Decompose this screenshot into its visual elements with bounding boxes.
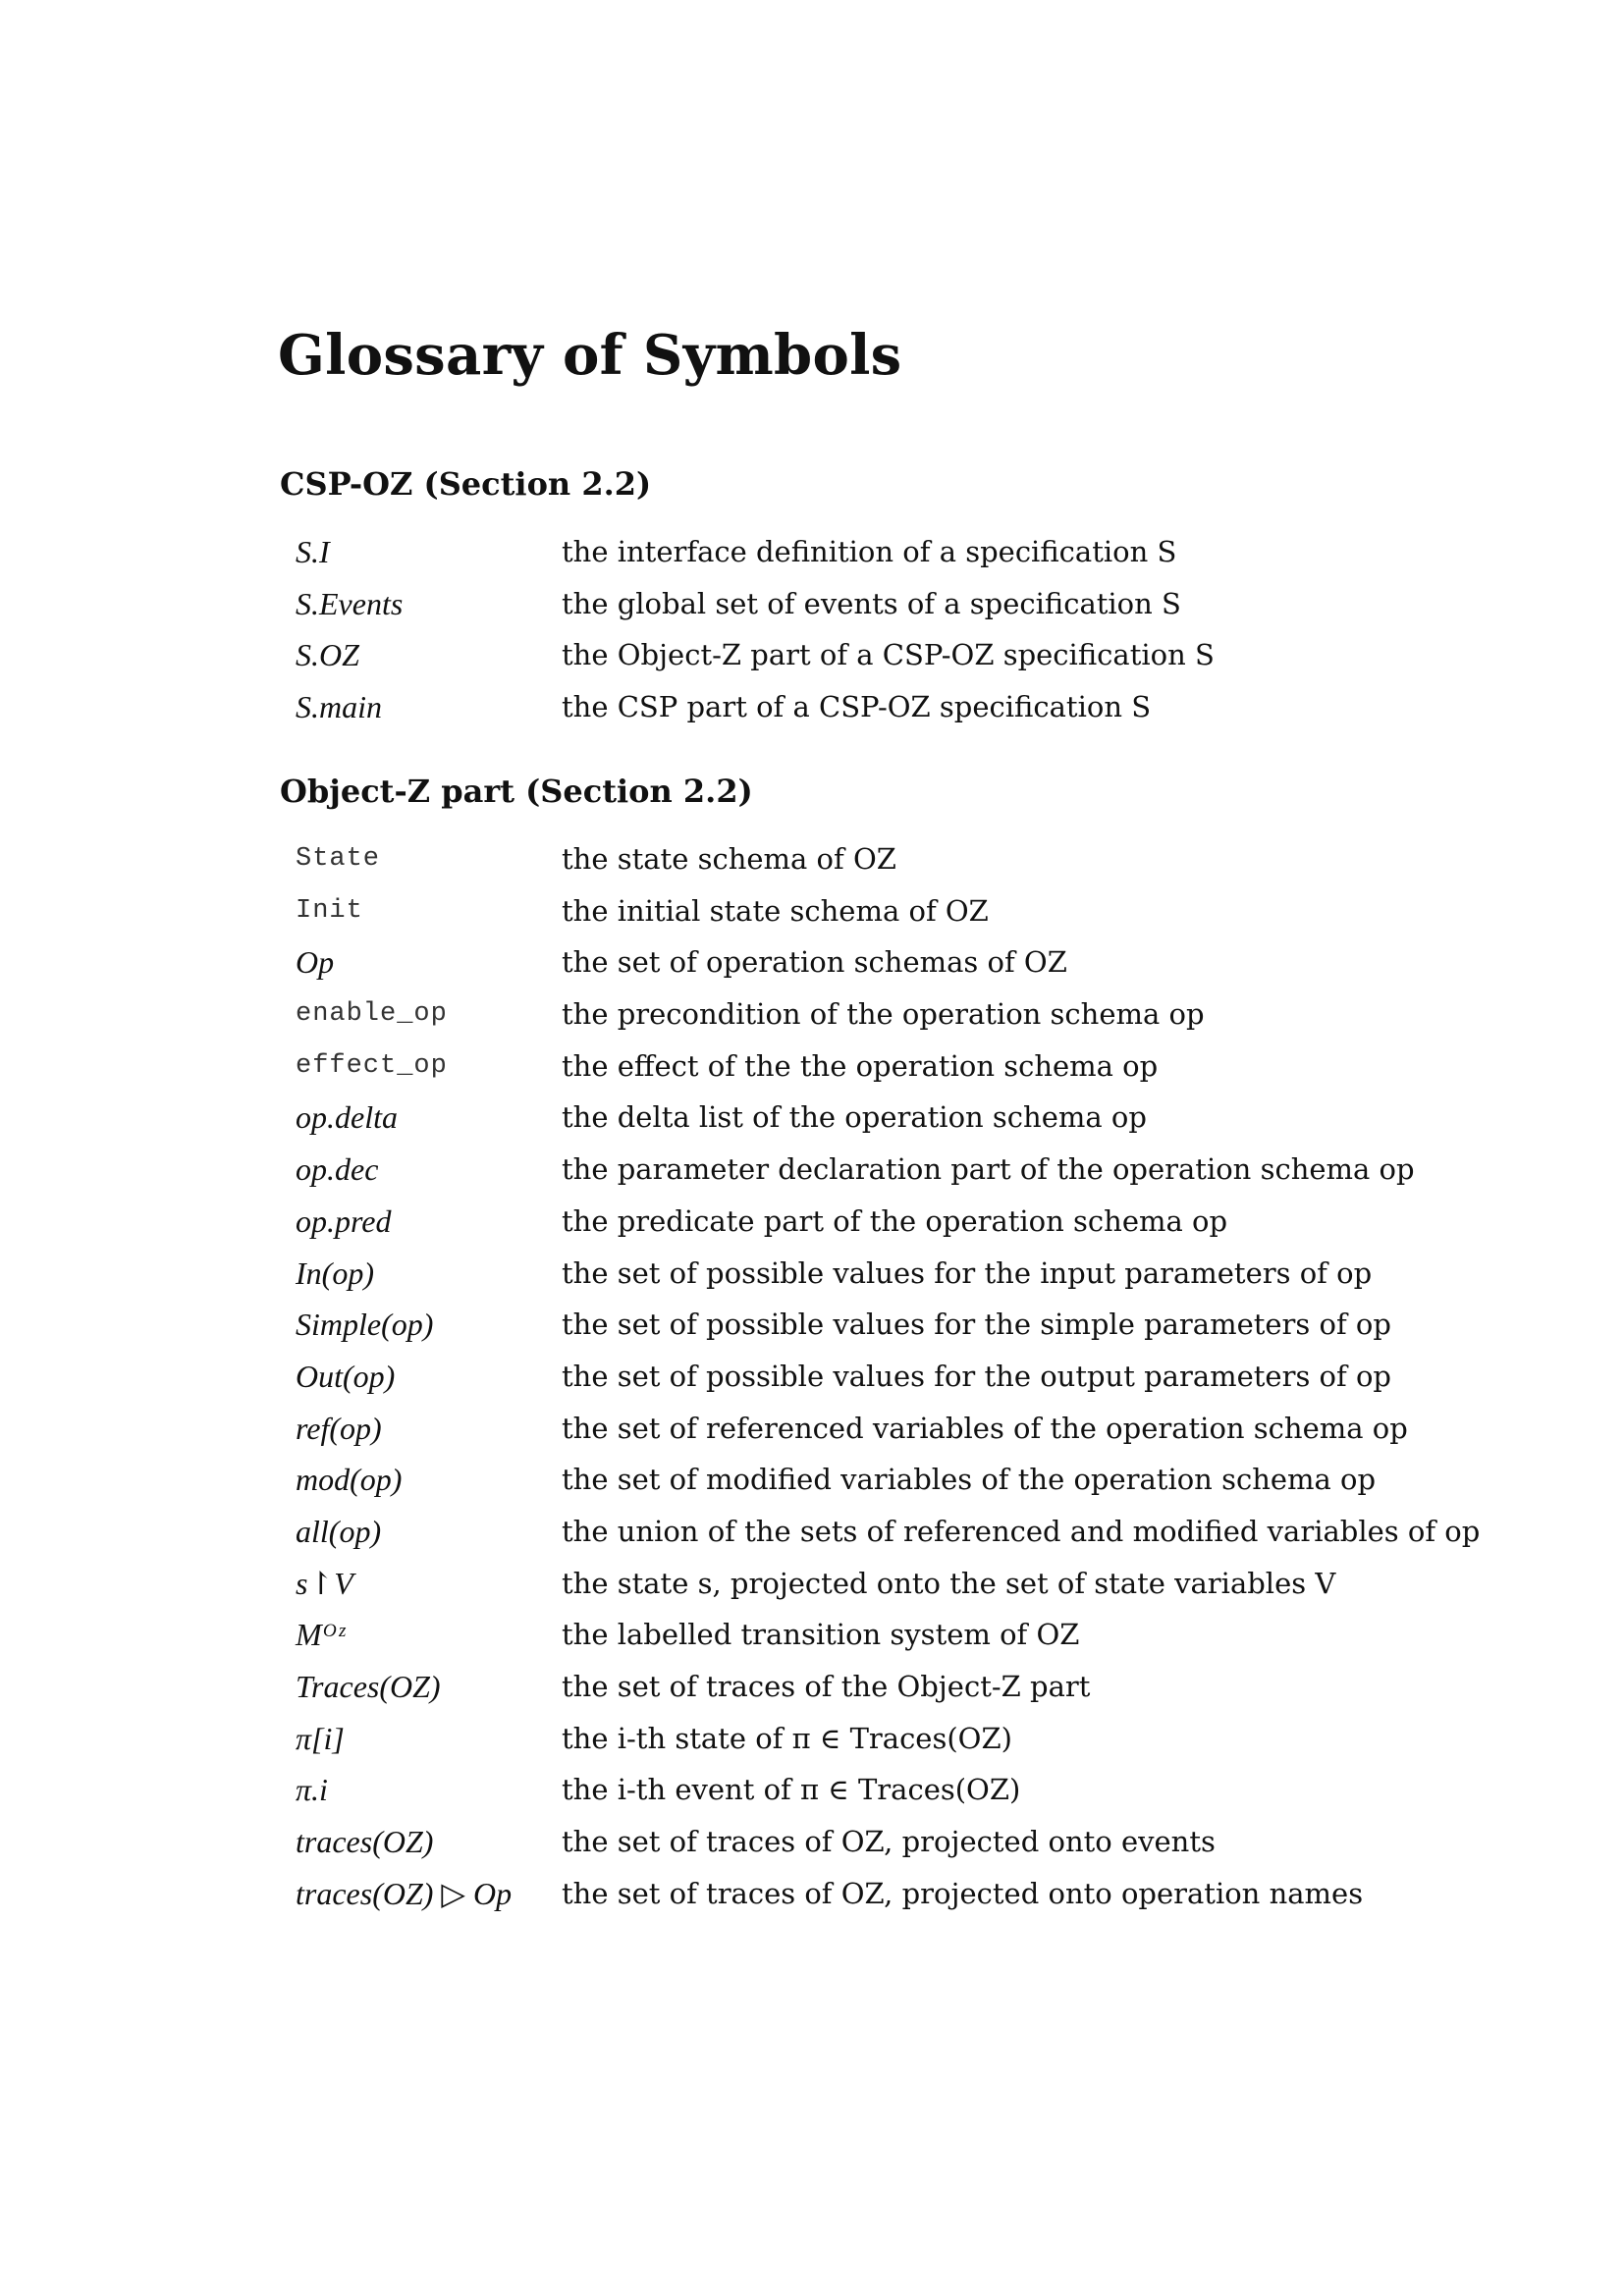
glossary-list — [280, 532, 1458, 739]
glossary-description: the set of traces of OZ, projected onto events — [562, 1825, 1216, 1859]
glossary-description: the set of possible values for the output parameters of op — [562, 1359, 1391, 1393]
glossary-description: the CSP part of a CSP-OZ specification S — [562, 690, 1152, 724]
glossary-description: the set of traces of the Object-Z part — [562, 1670, 1091, 1703]
glossary-symbol: all(op) — [296, 1513, 382, 1549]
glossary-entry — [280, 1615, 1458, 1667]
glossary-description: the parameter declaration part of the operation schema op — [562, 1152, 1415, 1187]
glossary-symbol: s↾V — [296, 1565, 353, 1601]
glossary-symbol: op.dec — [296, 1151, 379, 1188]
glossary-description: the set of referenced variables of the operation schema op — [562, 1411, 1408, 1445]
glossary-symbol: Op — [296, 944, 335, 981]
glossary-description: the interface definition of a specification S — [562, 535, 1177, 568]
glossary-entry — [280, 1201, 1458, 1254]
glossary-description: the initial state schema of OZ — [562, 893, 989, 928]
glossary-entry — [280, 687, 1458, 739]
glossary-entry — [280, 1667, 1458, 1719]
glossary-entry — [280, 1770, 1458, 1822]
glossary-description: the i-th state of π ∈ Traces(OZ) — [562, 1721, 1012, 1755]
glossary-symbol: mod(op) — [296, 1462, 403, 1498]
glossary-symbol: op.pred — [296, 1202, 392, 1239]
glossary-entry — [280, 635, 1458, 687]
glossary-entry — [280, 532, 1458, 584]
glossary-symbol: π[i] — [296, 1720, 345, 1756]
glossary-description: the predicate part of the operation schema op — [562, 1203, 1228, 1238]
glossary-symbol: traces(OZ) — [296, 1824, 434, 1860]
glossary-symbol: Mᴼᶻ — [296, 1617, 345, 1653]
glossary-description: the Object-Z part of a CSP-OZ specification S — [562, 638, 1215, 672]
section-heading: CSP-OZ (Section 2.2) — [280, 465, 652, 503]
glossary-description: the union of the sets of referenced and modified variables of op — [562, 1514, 1481, 1548]
glossary-entry — [280, 839, 1458, 891]
glossary-entry — [280, 1874, 1458, 1926]
glossary-description: the precondition of the operation schema op — [562, 997, 1205, 1032]
glossary-entry — [280, 1460, 1458, 1512]
glossary-entry — [280, 584, 1458, 636]
glossary-description: the state schema of OZ — [562, 842, 896, 876]
glossary-entry — [280, 1305, 1458, 1357]
glossary-symbol: State — [296, 844, 381, 874]
glossary-description: the i-th event of π ∈ Traces(OZ) — [562, 1773, 1021, 1807]
glossary-entry — [280, 1149, 1458, 1201]
glossary-symbol: Init — [296, 895, 363, 926]
glossary-description: the set of possible values for the input parameters of op — [562, 1255, 1373, 1290]
glossary-entry — [280, 1719, 1458, 1771]
section-heading: Object-Z part (Section 2.2) — [280, 773, 753, 810]
page-title: Glossary of Symbols — [278, 323, 902, 388]
glossary-symbol: S.I — [296, 534, 330, 569]
glossary-entry — [280, 1409, 1458, 1461]
glossary-symbol: ref(op) — [296, 1410, 382, 1446]
glossary-description: the set of modified variables of the operation schema op — [562, 1463, 1377, 1497]
glossary-symbol: enable_op — [296, 999, 448, 1030]
glossary-list — [280, 839, 1481, 1925]
glossary-symbol: effect_op — [296, 1050, 448, 1081]
glossary-symbol: Traces(OZ) — [296, 1669, 441, 1704]
glossary-symbol: S.Events — [296, 585, 404, 621]
glossary-entry — [280, 1357, 1458, 1409]
glossary-description: the set of operation schemas of OZ — [562, 945, 1067, 980]
glossary-description: the effect of the the operation schema op — [562, 1048, 1159, 1083]
glossary-entry — [280, 891, 1458, 943]
section-csp-oz — [280, 464, 1458, 739]
glossary-description: the global set of events of a specification S — [562, 586, 1181, 620]
glossary-entry — [280, 1564, 1458, 1616]
glossary-symbol: S.main — [296, 689, 382, 725]
glossary-symbol: Out(op) — [296, 1358, 396, 1394]
glossary-symbol: In(op) — [296, 1255, 374, 1291]
glossary-entry — [280, 994, 1458, 1046]
glossary-symbol: π.i — [296, 1772, 328, 1808]
glossary-description: the set of traces of OZ, projected onto operation names — [562, 1876, 1364, 1910]
glossary-description: the state s, projected onto the set of state variables V — [562, 1566, 1336, 1600]
glossary-symbol: op.delta — [296, 1099, 398, 1136]
glossary-symbol: Simple(op) — [296, 1307, 434, 1343]
glossary-symbol: traces(OZ) ▷ Op — [296, 1875, 513, 1911]
glossary-entry — [280, 942, 1458, 994]
glossary-entry — [280, 1254, 1458, 1306]
glossary-description: the labelled transition system of OZ — [562, 1618, 1080, 1652]
section-object-z-part — [280, 772, 1481, 1925]
glossary-symbol: S.OZ — [296, 637, 359, 673]
glossary-description: the set of possible values for the simple parameters of op — [562, 1308, 1391, 1342]
glossary-description: the delta list of the operation schema op — [562, 1100, 1147, 1135]
glossary-entry — [280, 1512, 1481, 1564]
glossary-entry — [280, 1097, 1458, 1149]
glossary-entry — [280, 1822, 1458, 1874]
glossary-entry — [280, 1046, 1458, 1098]
